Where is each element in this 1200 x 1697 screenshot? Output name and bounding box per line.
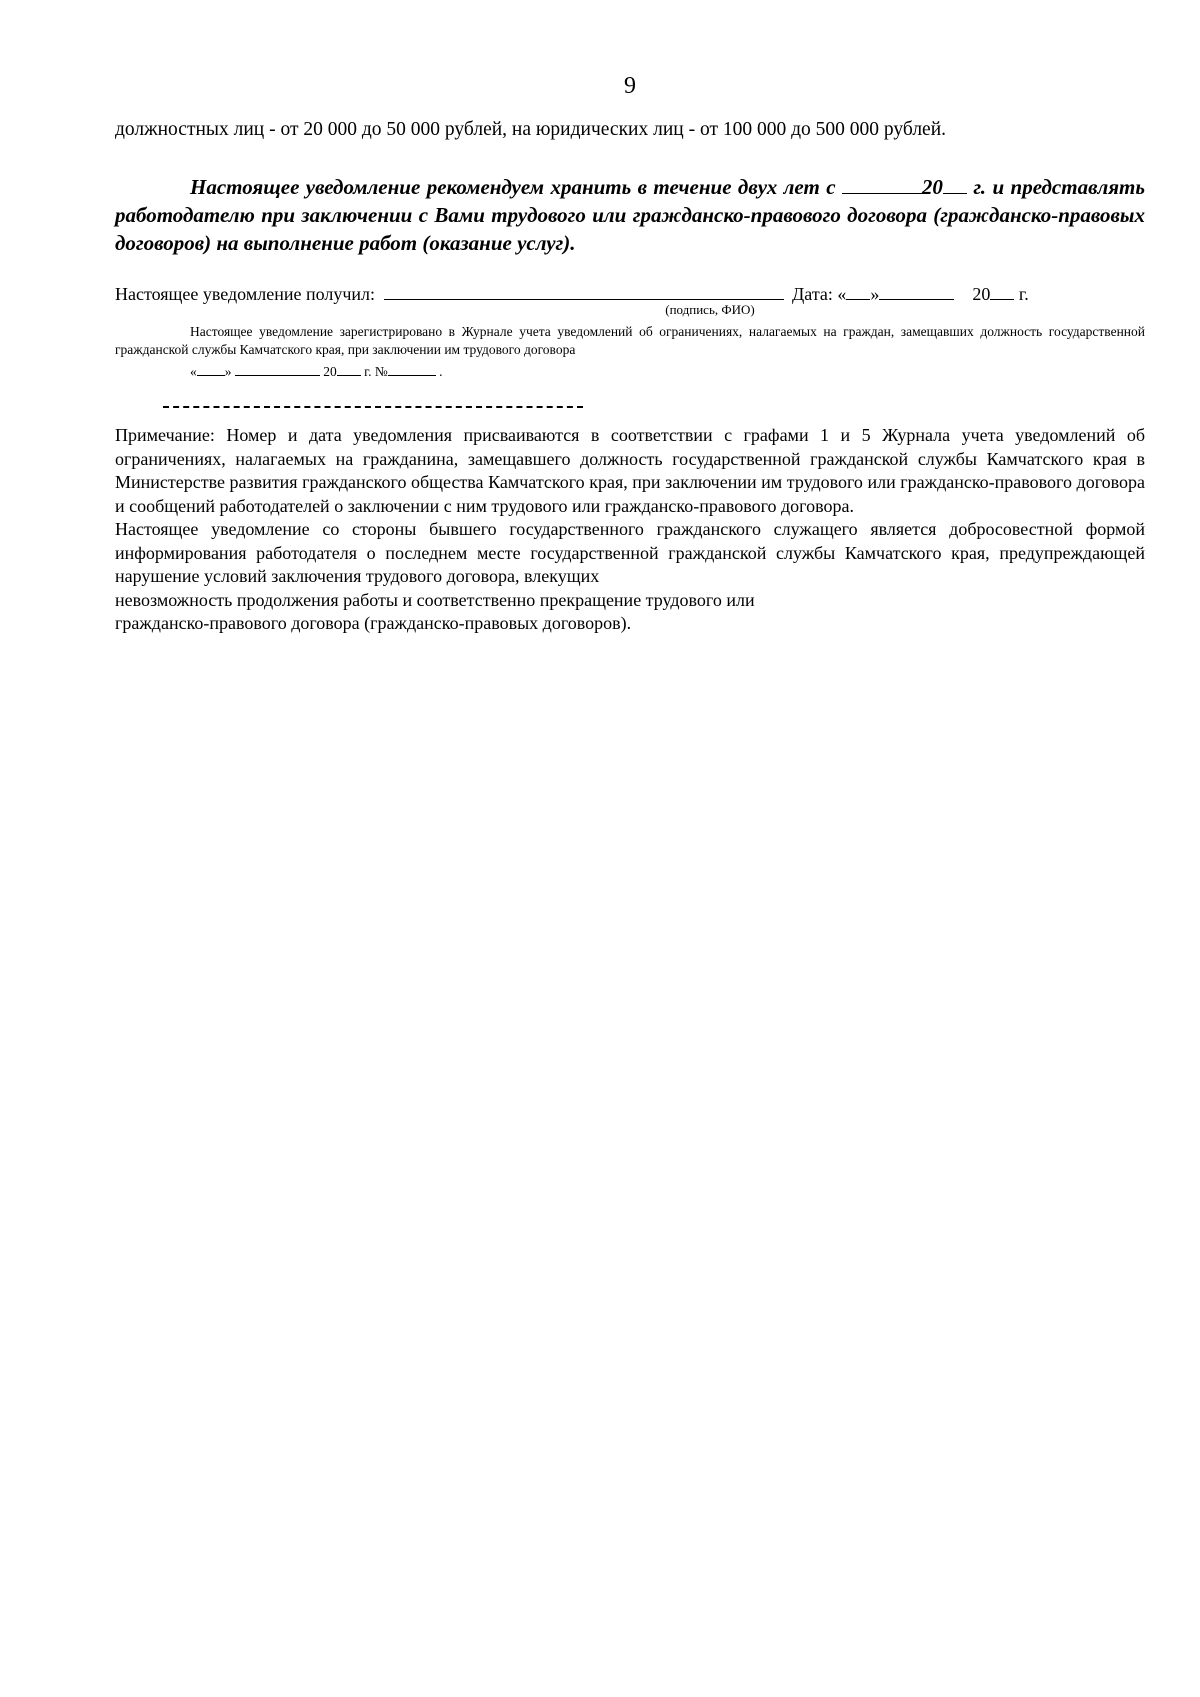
registration-paragraph: Настоящее уведомление зарегистрировано в Журнале учета уведомлений об ограничениях, налагаемых на граждан, замещавших должность государственной гражданской службы Камчатского края, при заключении им трудового договора (115, 324, 1145, 357)
signature-caption: (подпись, ФИО) (665, 302, 755, 317)
note-block (115, 424, 1145, 636)
receipt-year-suffix: г. (1014, 284, 1029, 304)
receipt-label: Настоящее уведомление получил: (115, 284, 376, 304)
note-paragraph-4: гражданско-правового договора (гражданско-правовых договоров). (115, 613, 632, 633)
reg-number-blank (388, 362, 436, 376)
date-blank (842, 172, 922, 194)
note-paragraph-1: Примечание: Номер и дата уведомления присваиваются в соответствии с графами 1 и 5 Журнала учета уведомлений об ограничениях, налагаемых на гражданина, замещавшего должность государственной гражданской службы Камчатского края в Министерстве развития гражданского общества Камчатского края, при заключении им трудового или гражданско-правового договора и сообщений работодателей о заключении с ним трудового или гражданско-правового договора. (115, 425, 1145, 516)
reg-day-blank (197, 362, 225, 376)
reg-year-blank (337, 362, 361, 376)
reg-year-prefix: 20 (323, 364, 337, 379)
note-paragraph-2: Настоящее уведомление со стороны бывшего государственного гражданского служащего является добросовестной формой информирования работодателя о последнем месте государственной гражданской службы Камчатского края, предупреждающей нарушение условий заключения трудового договора, влекущих (115, 519, 1145, 586)
registration-date-number-row (190, 362, 590, 381)
day-blank (846, 282, 870, 300)
year-blank (943, 172, 967, 194)
storage-text-part1: Настоящее уведомление рекомендуем хранить в течение двух лет с (190, 175, 842, 199)
footnote-separator (163, 406, 583, 408)
storage-text-part2: г. и представлять работодателю при заключении с Вами трудового или гражданско-правового договора (гражданско-правовых договоров) на выполнение работ (оказание услуг). (115, 175, 1145, 255)
signature-line (384, 282, 784, 300)
reg-close-quote: » (224, 364, 232, 379)
fines-paragraph: должностных лиц - от 20 000 до 50 000 рублей, на юридических лиц - от 100 000 до 500 000 рублей. (115, 119, 947, 140)
month-blank (879, 282, 954, 300)
reg-open-quote: « (190, 364, 197, 379)
date-close-quote: » (870, 284, 880, 304)
storage-recommendation-paragraph (115, 172, 1145, 257)
reg-end: . (435, 364, 443, 379)
note-paragraph-3: невозможность продолжения работы и соответственно прекращение трудового или (115, 589, 755, 610)
page-number: 9 (624, 73, 636, 99)
storage-year-prefix: 20 (921, 175, 943, 199)
receipt-year-prefix: 20 (972, 284, 991, 304)
reg-month-blank (235, 362, 320, 376)
reg-number-label: г. № (360, 364, 388, 379)
receipt-row (115, 282, 1145, 305)
date-label: Дата: « (792, 284, 847, 304)
receipt-year-blank (990, 282, 1014, 300)
